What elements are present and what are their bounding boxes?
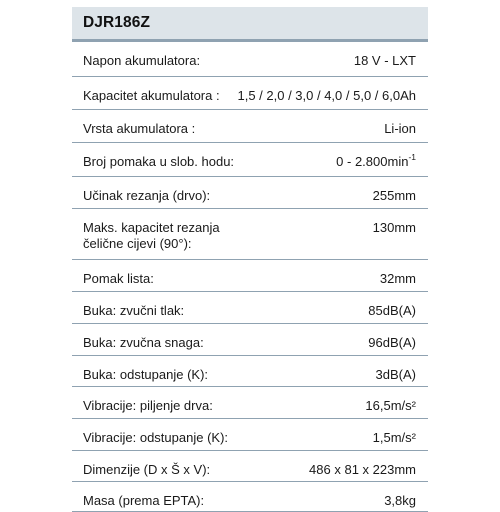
- spec-value: 85dB(A): [368, 303, 416, 318]
- spec-table: [72, 7, 428, 508]
- spec-label: Broj pomaka u slob. hodu:: [83, 154, 235, 169]
- spec-row-battery-capacity: [72, 77, 428, 110]
- spec-value: 1,5 / 2,0 / 3,0 / 4,0 / 5,0 / 6,0Ah: [237, 88, 416, 103]
- spec-row-vibration-uncertainty: [72, 419, 428, 451]
- spec-value: 255mm: [372, 188, 416, 203]
- spec-row-vibration-wood: [72, 387, 428, 419]
- product-model-title: DJR186Z: [83, 14, 151, 31]
- spec-value: 16,5m/s²: [365, 398, 416, 413]
- spec-row-battery-voltage: [72, 42, 428, 77]
- spec-label: Vrsta akumulatora :: [83, 121, 196, 136]
- spec-value: [336, 151, 416, 170]
- spec-row-noise-uncertainty: [72, 356, 428, 387]
- spec-value: 32mm: [379, 271, 416, 286]
- spec-value: 96dB(A): [368, 335, 416, 350]
- stroke-rate-unit-exponent: -1: [408, 151, 416, 162]
- spec-row-stroke-rate: [72, 143, 428, 177]
- spec-row-cutting-steel-pipe: [72, 209, 428, 260]
- spec-row-blade-stroke: [72, 260, 428, 292]
- spec-label: Dimenzije (D x Š x V):: [83, 462, 211, 477]
- spec-value: 3,8kg: [384, 493, 416, 508]
- spec-label: Pomak lista:: [83, 271, 154, 286]
- spec-label: Kapacitet akumulatora :: [83, 88, 220, 103]
- spec-value: 3dB(A): [375, 367, 416, 382]
- spec-header: [72, 7, 428, 39]
- spec-row-weight: [72, 482, 428, 512]
- spec-label: Buka: zvučni tlak:: [83, 303, 185, 318]
- spec-label: Buka: zvučna snaga:: [83, 335, 204, 350]
- spec-value: 130mm: [372, 220, 416, 235]
- spec-value: 486 x 81 x 223mm: [309, 462, 416, 477]
- spec-label: Učinak rezanja (drvo):: [83, 188, 211, 203]
- spec-label: Vibracije: odstupanje (K):: [83, 430, 229, 445]
- spec-value: Li-ion: [384, 121, 416, 136]
- spec-label: Napon akumulatora:: [83, 53, 201, 68]
- spec-row-dimensions: [72, 451, 428, 482]
- spec-row-sound-power: [72, 324, 428, 356]
- spec-label: Buka: odstupanje (K):: [83, 367, 209, 382]
- spec-row-sound-pressure: [72, 292, 428, 324]
- spec-value: 1,5m/s²: [372, 430, 416, 445]
- spec-value: 18 V - LXT: [353, 53, 416, 68]
- stroke-rate-value: 0 - 2.800min: [336, 154, 409, 169]
- spec-label: Maks. kapacitet rezanja čelične cijevi (90°):: [83, 220, 220, 251]
- spec-label: Vibracije: piljenje drva:: [83, 398, 213, 413]
- spec-label: Masa (prema EPTA):: [83, 493, 205, 508]
- spec-row-cutting-wood: [72, 177, 428, 209]
- spec-row-battery-type: [72, 110, 428, 143]
